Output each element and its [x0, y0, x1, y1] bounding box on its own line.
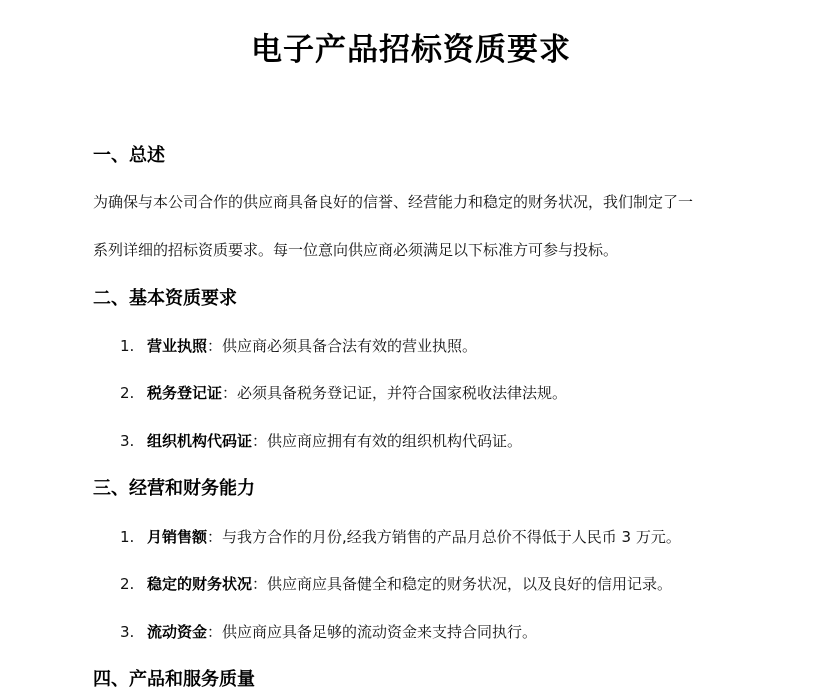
list-item-number: 2.	[120, 384, 135, 402]
list-item-term: 流动资金	[147, 623, 208, 641]
list-item	[120, 334, 477, 358]
section-heading-overview: 一、总述	[93, 145, 165, 166]
overview-paragraph-line-1: 为确保与本公司合作的供应商具备良好的信誉、经营能力和稳定的财务状况，我们制定了一	[93, 193, 694, 211]
list-item-number: 1.	[120, 337, 135, 355]
list-item-term: 月销售额	[147, 528, 208, 546]
list-item	[120, 572, 672, 596]
list-item-text: ：与我方合作的月份,经我方销售的产品月总价不得低于人民币 3 万元。	[207, 528, 681, 546]
list-item	[120, 429, 522, 453]
list-item-term: 组织机构代码证	[147, 432, 253, 450]
list-item-text: ：供应商应拥有有效的组织机构代码证。	[252, 432, 523, 450]
list-item	[120, 381, 567, 405]
list-item-number: 3.	[120, 623, 135, 641]
list-item-text: ：供应商必须具备合法有效的营业执照。	[207, 337, 478, 355]
list-item-term: 稳定的财务状况	[147, 575, 253, 593]
list-item-term: 营业执照	[147, 337, 208, 355]
list-item-number: 3.	[120, 432, 135, 450]
list-item-text: ：供应商应具备足够的流动资金来支持合同执行。	[207, 623, 538, 641]
section-heading-product-service-quality: 四、产品和服务质量	[93, 669, 255, 690]
list-item-number: 2.	[120, 575, 135, 593]
list-item-term: 税务登记证	[147, 384, 223, 402]
document-title: 电子产品招标资质要求	[251, 32, 571, 68]
overview-paragraph-line-2: 系列详细的招标资质要求。每一位意向供应商必须满足以下标准方可参与投标。	[93, 241, 619, 259]
list-item-text: ：供应商应具备健全和稳定的财务状况，以及良好的信用记录。	[252, 575, 673, 593]
section-heading-basic-qualifications: 二、基本资质要求	[93, 288, 237, 309]
section-heading-operations-finance: 三、经营和财务能力	[93, 478, 255, 499]
list-item-number: 1.	[120, 528, 135, 546]
list-item-text: ：必须具备税务登记证，并符合国家税收法律法规。	[222, 384, 568, 402]
list-item	[120, 525, 681, 549]
list-item	[120, 620, 537, 644]
